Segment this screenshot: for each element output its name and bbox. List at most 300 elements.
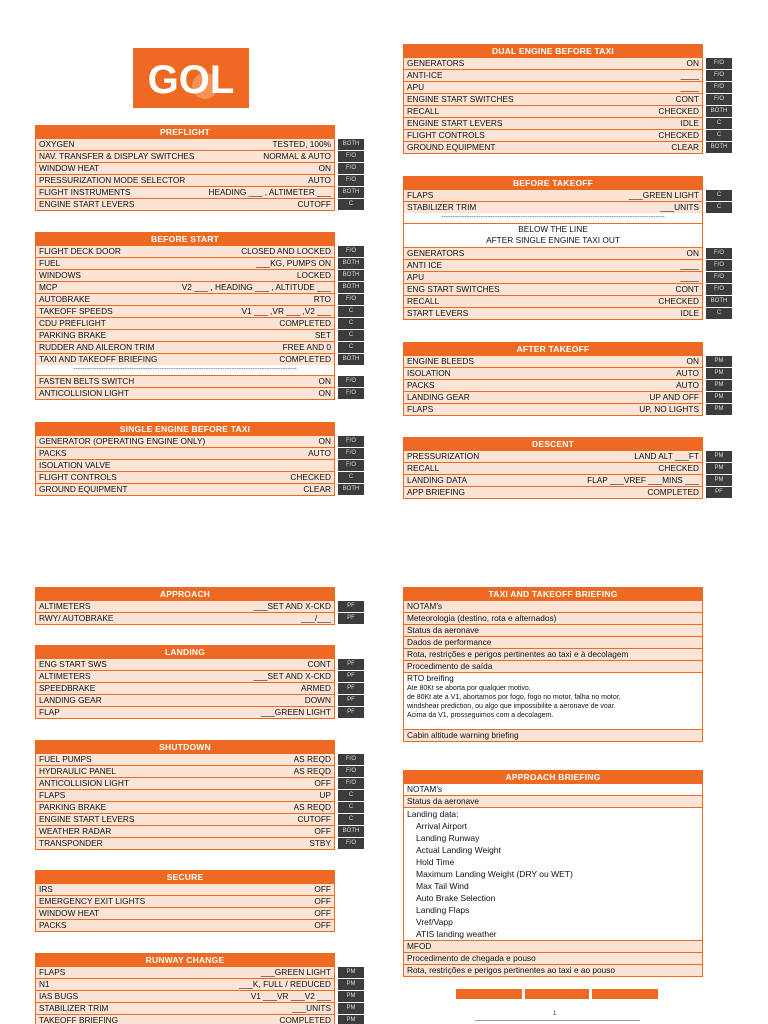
role-tag: PM	[338, 1003, 364, 1014]
row-value: LOCKED	[296, 270, 331, 280]
checklist-row-recall	[404, 462, 724, 474]
role-tag: F/O	[706, 82, 732, 93]
row-item: MCP	[39, 282, 58, 292]
row-value: OFF	[314, 884, 331, 894]
row-item: CDU PREFLIGHT	[39, 318, 106, 328]
row-item: ENGINE START LEVERS	[39, 814, 135, 824]
row-item: ISOLATION	[407, 368, 451, 378]
row-value: NORMAL & AUTO	[263, 151, 331, 161]
row-value: ON	[318, 388, 331, 398]
row-value: UP	[319, 790, 331, 800]
row-value: AS REQD	[293, 766, 331, 776]
role-tag: PF	[338, 707, 364, 718]
role-tag: F/O	[338, 766, 364, 777]
row-item: ENG START SWS	[39, 659, 107, 669]
row-item: ANTICOLLISION LIGHT	[39, 778, 129, 788]
row-value: ___UNITS	[660, 202, 699, 212]
role-tag: F/O	[338, 151, 364, 162]
page-number: 1	[553, 1011, 557, 1017]
checklist-row-mcp	[36, 281, 360, 293]
checklist-row-takeoff-briefing	[36, 1014, 356, 1024]
row-value: V1 ___VR ___V2 ___	[250, 991, 331, 1001]
role-tag: BOTH	[706, 142, 732, 153]
row-item: GROUND EQUIPMENT	[407, 142, 496, 152]
checklist-row-fasten-belts-switch	[36, 375, 356, 387]
row-item: GENERATORS	[407, 58, 465, 68]
role-tag: F/O	[338, 448, 364, 459]
role-tag: PM	[706, 451, 732, 462]
checklist-row-engine-start-levers	[404, 117, 722, 129]
row-value: ON	[686, 356, 699, 366]
row-item: ANTI ICE	[407, 260, 443, 270]
row-value: ARMED	[301, 683, 331, 693]
row-item: STABILIZER TRIM	[407, 202, 477, 212]
checklist-row-landing-gear	[404, 391, 724, 403]
row-item: WINDOW HEAT	[39, 908, 100, 918]
role-tag: BOTH	[338, 270, 364, 281]
footer-bar	[592, 989, 658, 999]
checklist-row-taxi-and-takeoff-briefing	[36, 353, 360, 365]
below-line-label: BELOW THE LINE	[404, 223, 702, 235]
landing-data-item: Arrival Airport	[416, 821, 468, 831]
role-tag: F/O	[706, 272, 732, 283]
row-item: FLAPS	[39, 790, 66, 800]
briefing-row	[404, 612, 702, 624]
divider-line: ------------------------------------------------------------------------------------------------	[36, 365, 334, 375]
row-item: ALTIMETERS	[39, 671, 91, 681]
checklist-row-recall	[404, 105, 728, 117]
row-value: ___SET AND X-CKD	[253, 601, 331, 611]
row-value: COMPLETED	[647, 487, 699, 497]
role-tag: F/O	[706, 70, 732, 81]
checklist-row-weather-radar	[36, 825, 360, 837]
role-tag: F/O	[706, 284, 732, 295]
checklist-row-flight-instruments	[36, 186, 360, 198]
briefing-text: Procedimento de saída	[407, 661, 493, 671]
row-value: OFF	[314, 778, 331, 788]
row-item: START LEVERS	[407, 308, 469, 318]
checklist-row-parking-brake	[36, 801, 354, 813]
row-value: ___GREEN LIGHT	[260, 707, 331, 717]
landing-data-item: Landing Flaps	[416, 905, 470, 915]
row-value: ON	[318, 163, 331, 173]
row-item: ENG START SWITCHES	[407, 284, 500, 294]
role-tag: PM	[706, 380, 732, 391]
row-item: APU	[407, 272, 425, 282]
checklist-row-anticollision-light	[36, 777, 356, 789]
runway-change-checklist	[35, 953, 356, 1024]
row-value: ON	[686, 58, 699, 68]
checklist-row-generators	[404, 247, 724, 259]
checklist-row-pressurization-mode-selector	[36, 174, 356, 186]
checklist-row-speedbrake	[36, 682, 355, 694]
checklist-row-generator-operating-engine-only	[36, 435, 356, 447]
shutdown-title: SHUTDOWN	[36, 741, 334, 753]
row-item: ANTICOLLISION LIGHT	[39, 388, 129, 398]
briefing-text: RTO breifing	[407, 673, 454, 683]
role-tag: F/O	[338, 175, 364, 186]
role-tag: PM	[706, 368, 732, 379]
rto-line: Acima da V1, prosseguimos com a decolagem.	[407, 712, 554, 719]
landing-data-item: ATIS landing weather	[416, 929, 497, 939]
role-tag: F/O	[338, 246, 364, 257]
dual-engine-checklist	[403, 44, 728, 154]
checklist-row-pressurization	[404, 450, 724, 462]
briefing-text: Dados de performance	[407, 637, 492, 647]
checklist-row-landing-gear	[36, 694, 355, 706]
approach-briefing-title: APPROACH BRIEFING	[404, 771, 702, 783]
row-item: FLAPS	[39, 967, 66, 977]
role-tag: C	[706, 130, 732, 141]
row-item: PARKING BRAKE	[39, 802, 107, 812]
row-value: ___SET AND X-CKD	[253, 671, 331, 681]
row-value: TESTED, 100%	[272, 139, 331, 149]
row-item: IAS BUGS	[39, 991, 79, 1001]
row-value: AUTO	[308, 448, 331, 458]
row-item: LANDING GEAR	[39, 695, 102, 705]
role-tag: PM	[338, 967, 364, 978]
checklist-row-transponder	[36, 837, 356, 849]
briefing-text: Meteorologia (destino, rota e alternados)	[407, 613, 557, 623]
row-item: ENGINE BLEEDS	[407, 356, 474, 366]
row-value: STBY	[309, 838, 331, 848]
row-item: RUDDER AND AILERON TRIM	[39, 342, 155, 352]
row-value: CHECKED	[658, 106, 699, 116]
row-value: V1 ___ ,VR ___ ,V2 ___	[241, 306, 331, 316]
single-engine-checklist	[35, 422, 360, 496]
role-tag: BOTH	[338, 354, 364, 365]
row-value: COMPLETED	[279, 318, 331, 328]
checklist-row-nav-transfer-display-switches	[36, 150, 356, 162]
row-value: ON	[318, 376, 331, 386]
preflight-title: PREFLIGHT	[36, 126, 334, 138]
briefing-row	[404, 648, 702, 660]
checklist-row-eng-start-sws	[36, 658, 355, 670]
footer-line	[475, 1020, 640, 1021]
checklist-row-altimeters	[36, 670, 355, 682]
row-value: OFF	[314, 908, 331, 918]
row-item: NAV. TRANSFER & DISPLAY SWITCHES	[39, 151, 195, 161]
row-value: FLAP ___VREF ___MINS ___	[587, 475, 699, 485]
role-tag: C	[338, 318, 364, 329]
row-value: CLEAR	[303, 484, 331, 494]
role-tag: PM	[706, 356, 732, 367]
role-tag: BOTH	[338, 282, 364, 293]
row-item: ISOLATION VALVE	[39, 460, 111, 470]
checklist-row-oxygen	[36, 138, 360, 150]
row-item: EMERGENCY EXIT LIGHTS	[39, 896, 146, 906]
descent-title: DESCENT	[404, 438, 702, 450]
role-tag: F/O	[706, 260, 732, 271]
row-item: FLAPS	[407, 190, 434, 200]
rto-line: de 80Kt ate a V1, abortamos por fogo, fogo no motor, falha no motor,	[407, 694, 621, 701]
approach-briefing-row	[404, 795, 702, 807]
checklist-row-flight-controls	[404, 129, 722, 141]
row-item: RECALL	[407, 463, 440, 473]
approach-briefing-row	[404, 964, 702, 976]
row-item: FLIGHT INSTRUMENTS	[39, 187, 131, 197]
role-tag: F/O	[338, 754, 364, 765]
role-tag: F/O	[706, 58, 732, 69]
row-value: CHECKED	[658, 463, 699, 473]
row-value: AS REQD	[293, 754, 331, 764]
role-tag: C	[338, 342, 364, 353]
briefing-row	[404, 600, 702, 612]
role-tag: PM	[706, 463, 732, 474]
checklist-row-packs	[36, 919, 334, 931]
row-item: N1	[39, 979, 50, 989]
row-value: IDLE	[680, 118, 699, 128]
row-item: ANTI-ICE	[407, 70, 443, 80]
checklist-row-flight-deck-door	[36, 245, 356, 257]
role-tag: F/O	[338, 388, 364, 399]
row-value: UP, NO LIGHTS	[639, 404, 699, 414]
role-tag: F/O	[338, 436, 364, 447]
footer-bar	[456, 989, 522, 999]
role-tag: C	[338, 330, 364, 341]
checklist-row-rwy-autobrake	[36, 612, 355, 624]
row-value: ___UNITS	[292, 1003, 331, 1013]
role-tag: F/O	[338, 376, 364, 387]
checklist-row-flaps	[404, 189, 722, 201]
row-value: ____	[680, 272, 699, 282]
row-value: SET	[314, 330, 331, 340]
role-tag: BOTH	[338, 187, 364, 198]
row-value: CONT	[307, 659, 331, 669]
role-tag: C	[338, 802, 364, 813]
footer-bar	[525, 989, 589, 999]
row-value: IDLE	[680, 308, 699, 318]
rto-text	[404, 684, 702, 720]
row-value: AS REQD	[293, 802, 331, 812]
briefing-text: Rota, restrições e perigos pertinentes ao taxi e à decolagem	[407, 649, 629, 659]
checklist-row-n1	[36, 978, 356, 990]
row-item: SPEEDBRAKE	[39, 683, 96, 693]
row-value: CUTOFF	[297, 814, 331, 824]
row-value: ___K, FULL / REDUCED	[239, 979, 331, 989]
role-tag: PM	[338, 1015, 364, 1024]
role-tag: C	[338, 814, 364, 825]
checklist-row-flaps	[404, 403, 724, 415]
row-item: TAKEOFF BRIEFING	[39, 1015, 119, 1024]
role-tag: PM	[706, 392, 732, 403]
checklist-row-window-heat	[36, 162, 356, 174]
role-tag: C	[706, 202, 732, 213]
checklist-row-stabilizer-trim	[36, 1002, 356, 1014]
row-value: LAND ALT ___FT	[634, 451, 699, 461]
role-tag: F/O	[338, 294, 364, 305]
row-value: COMPLETED	[279, 354, 331, 364]
landing-data-item: Landing Runway	[416, 833, 480, 843]
row-item: FUEL PUMPS	[39, 754, 92, 764]
row-value: AUTO	[676, 380, 699, 390]
secure-checklist	[35, 870, 335, 932]
landing-data-item: Actual Landing Weight	[416, 845, 501, 855]
row-item: WINDOWS	[39, 270, 81, 280]
checklist-row-cdu-preflight	[36, 317, 354, 329]
briefing-text: Procedimento de chegada e pouso	[407, 953, 536, 963]
role-tag: F/O	[706, 248, 732, 259]
briefing-text: Status da aeronave	[407, 796, 479, 806]
role-tag: F/O	[338, 778, 364, 789]
row-value: CONT	[675, 284, 699, 294]
role-tag: PF	[338, 613, 364, 624]
row-item: LANDING GEAR	[407, 392, 470, 402]
role-tag: PF	[706, 487, 732, 498]
role-tag: BOTH	[706, 106, 732, 117]
row-value: OFF	[314, 896, 331, 906]
checklist-row-rudder-and-aileron-trim	[36, 341, 354, 353]
checklist-row-apu	[404, 271, 724, 283]
briefing-row	[404, 624, 702, 636]
role-tag: F/O	[338, 838, 364, 849]
role-tag: BOTH	[338, 484, 364, 495]
briefing-text: NOTAM's	[407, 601, 443, 611]
row-value: FREE AND 0	[282, 342, 331, 352]
secure-title: SECURE	[36, 871, 334, 883]
row-item: PARKING BRAKE	[39, 330, 107, 340]
row-value: UP AND OFF	[649, 392, 699, 402]
role-tag: C	[338, 199, 364, 210]
row-value: CLEAR	[671, 142, 699, 152]
checklist-row-anticollision-light	[36, 387, 356, 399]
row-item: APU	[407, 82, 425, 92]
taxi-briefing-title: TAXI AND TAKEOFF BRIEFING	[404, 588, 702, 600]
before-takeoff-title: BEFORE TAKEOFF	[404, 177, 702, 189]
row-item: ALTIMETERS	[39, 601, 91, 611]
role-tag: C	[706, 118, 732, 129]
row-value: OFF	[314, 826, 331, 836]
row-item: GROUND EQUIPMENT	[39, 484, 128, 494]
approach-briefing-row	[404, 952, 702, 964]
before-start-checklist	[35, 232, 360, 400]
dual-engine-title: DUAL ENGINE BEFORE TAXI	[404, 45, 702, 57]
checklist-row-takeoff-speeds	[36, 305, 354, 317]
role-tag: PF	[338, 695, 364, 706]
landing-data-item: Hold Time	[416, 857, 455, 867]
role-tag: PM	[706, 404, 732, 415]
row-value: CHECKED	[290, 472, 331, 482]
row-item: IRS	[39, 884, 53, 894]
row-item: AUTOBRAKE	[39, 294, 91, 304]
row-item: FLIGHT DECK DOOR	[39, 246, 121, 256]
role-tag: F/O	[706, 94, 732, 105]
row-item: HYDRAULIC PANEL	[39, 766, 116, 776]
landing-data-list	[404, 807, 702, 940]
role-tag: C	[706, 308, 732, 319]
row-item: FLIGHT CONTROLS	[407, 130, 485, 140]
row-item: ENGINE START LEVERS	[39, 199, 135, 209]
after-takeoff-checklist	[403, 342, 724, 416]
row-item: RECALL	[407, 106, 440, 116]
row-item: STABILIZER TRIM	[39, 1003, 109, 1013]
row-value: CUTOFF	[297, 199, 331, 209]
checklist-row-anti-ice	[404, 69, 724, 81]
row-item: LANDING DATA	[407, 475, 468, 485]
after-single-engine-label: AFTER SINGLE ENGINE TAXI OUT	[404, 235, 702, 247]
landing-data-item: Vref/Vapp	[416, 917, 453, 927]
row-value: ON	[318, 436, 331, 446]
checklist-row-windows	[36, 269, 360, 281]
briefing-text: Status da aeronave	[407, 625, 479, 635]
before-start-title: BEFORE START	[36, 233, 334, 245]
row-value: ___KG, PUMPS ON	[256, 258, 331, 268]
row-item: GENERATOR (OPERATING ENGINE ONLY)	[39, 436, 206, 446]
checklist-row-packs	[36, 447, 356, 459]
checklist-row-anti-ice	[404, 259, 724, 271]
runway-change-title: RUNWAY CHANGE	[36, 954, 334, 966]
checklist-row-flight-controls	[36, 471, 354, 483]
checklist-row-engine-start-levers	[36, 813, 354, 825]
checklist-row-generators	[404, 57, 724, 69]
row-item: RWY/ AUTOBRAKE	[39, 613, 114, 623]
row-item: PRESSURIZATION MODE SELECTOR	[39, 175, 186, 185]
role-tag: BOTH	[338, 258, 364, 269]
checklist-row-stabilizer-trim	[404, 201, 722, 213]
row-item: FLAPS	[407, 404, 434, 414]
role-tag: PM	[706, 475, 732, 486]
checklist-row-isolation	[404, 367, 724, 379]
row-value: CHECKED	[658, 130, 699, 140]
gol-logo	[133, 48, 249, 108]
row-item: WEATHER RADAR	[39, 826, 112, 836]
row-item: FUEL	[39, 258, 61, 268]
role-tag: PM	[338, 979, 364, 990]
preflight-checklist	[35, 125, 360, 211]
checklist-row-fuel-pumps	[36, 753, 356, 765]
briefing-row	[404, 636, 702, 648]
row-item: ENGINE START LEVERS	[407, 118, 503, 128]
checklist-row-irs	[36, 883, 334, 895]
landing-title: LANDING	[36, 646, 334, 658]
checklist-row-recall	[404, 295, 728, 307]
row-value: V2 ___ , HEADING ___ , ALTITUDE ___	[181, 282, 331, 292]
checklist-row-altimeters	[36, 600, 355, 612]
single-engine-title: SINGLE ENGINE BEFORE TAXI	[36, 423, 334, 435]
checklist-row-flap	[36, 706, 355, 718]
row-value: ____	[680, 260, 699, 270]
rto-line: Ate 80Kt se aborta por qualquer motivo.	[407, 685, 531, 692]
row-value: ___/___	[301, 613, 331, 623]
role-tag: F/O	[338, 163, 364, 174]
approach-title: APPROACH	[36, 588, 334, 600]
landing-checklist	[35, 645, 355, 719]
briefing-text: MFOD	[407, 941, 432, 951]
checklist-row-ground-equipment	[36, 483, 360, 495]
landing-data-heading: Landing data:	[407, 809, 459, 819]
row-item: OXYGEN	[39, 139, 75, 149]
briefing-text: Rota, restrições e perigos pertinentes ao taxi e ao pouso	[407, 965, 616, 975]
row-item: PACKS	[39, 448, 67, 458]
checklist-row-landing-data	[404, 474, 724, 486]
row-value: ___GREEN LIGHT	[260, 967, 331, 977]
row-value: HEADING ___ , ALTIMETER ___	[208, 187, 331, 197]
role-tag: PF	[338, 671, 364, 682]
role-tag: C	[706, 190, 732, 201]
row-value: CLOSED AND LOCKED	[241, 246, 331, 256]
checklist-row-start-levers	[404, 307, 722, 319]
row-value: CHECKED	[658, 296, 699, 306]
row-item: PACKS	[407, 380, 435, 390]
checklist-row-isolation-valve	[36, 459, 356, 471]
row-item: GENERATORS	[407, 248, 465, 258]
descent-checklist	[403, 437, 724, 499]
role-tag: BOTH	[338, 826, 364, 837]
landing-data-item: Maximum Landing Weight (DRY ou WET)	[416, 869, 573, 879]
role-tag: PF	[338, 659, 364, 670]
role-tag: PF	[338, 683, 364, 694]
row-item: PACKS	[39, 920, 67, 930]
